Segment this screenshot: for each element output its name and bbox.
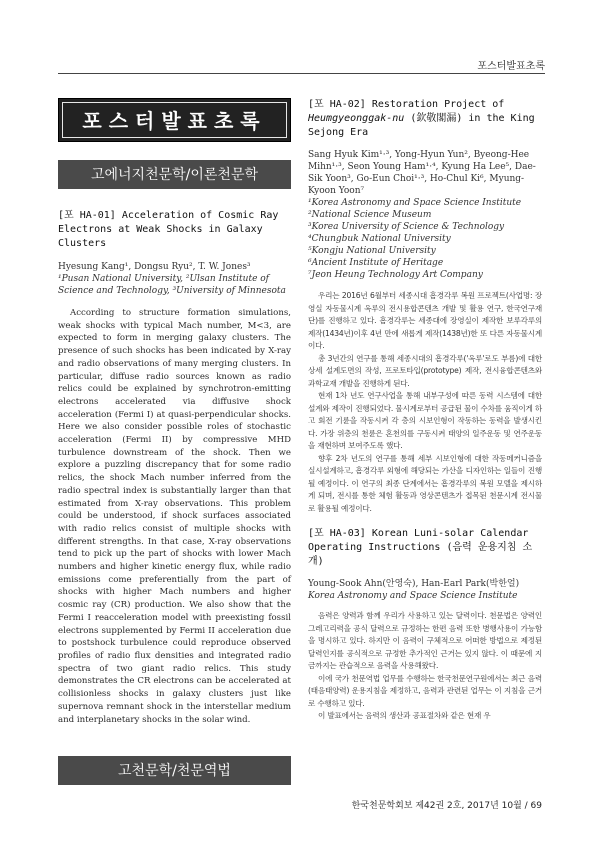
abstract-ha02-authors: Sang Hyuk Kim¹·³, Yong-Hyun Yun², Byeong-Hee Mihn¹·³, Seon Young Ham¹·⁴, Kyung Ha Lee⁵, Dae-Sik Yoon³, Go-Eun Choi¹·³, Ho-Chul Ki⁶, Myung-Kyoon Yoon⁷ [308,150,536,196]
paragraph: 향후 2차 년도의 연구를 통해 세부 시보인형에 대한 작동메커니즘을 실시설계하고, 흠경각루 외형에 해당되는 가산을 디자인하는 일들이 진행될 예정이다. 이 연구의 최종 단계에서는 흠경각루의 복원 모델을 제시하게 되며, 전시를 통한 체험 활동과 영상콘텐츠가 접목된 천문시계 전시물로 활용될 예정이다. [308,453,542,513]
affiliation-line: ²National Science Museum [308,210,432,220]
paragraph: 우리는 2016년 6월부터 세종시대 흠경각루 복원 프로젝트(사업명: 장영실 자동물시계 옥루의 전시용합콘텐츠 개발 및 활용 연구, 한국연구재단)를 진행하고 있다. 흠경각루는 세종대에 장영실이 제작한 보루각루의 제작(1434년)이후 4년 만에 새롭게 제작(1438년)한 또 다른 자동물시계이다. [308,291,542,350]
right-column [308,98,542,723]
abstract-ha02-title [308,98,542,140]
banner-title: 포스터발표초록 [62,102,287,138]
abstract-ha01-affiliations: ¹Pusan National University, ²Ulsan Institute of Science and Technology, ³University of Minnesota [58,274,286,296]
left-column [58,98,291,779]
paragraph: 현재 1차 년도 연구사업을 통해 내부구성에 따른 동력 시스템에 대한 설계와 제작이 진행되었다. 물시계로부터 공급된 물이 수차를 움직이게 하고 회전 기륜을 작동시켜 각 층의 시보인형이 작동하는 동력을 발생시킨다. 가장 위층의 천륜은 혼천의를 구동시켜 태양의 일주운동 및 연주운동을 재현하며 보여주도록 했다. [308,391,542,450]
affiliation-line: ⁶Ancient Institute of Heritage [308,258,444,268]
header-rule [58,73,545,74]
section-heading-high-energy: 고에너지천문학/이론천문학 [58,160,291,189]
paragraph: 총 3년간의 연구를 통해 세종시대의 흠경각루('옥루'로도 부름)에 대한 상세 설계도면의 작성, 프로토타입(prototype) 제작, 전시융합콘텐츠와 과학교재 개발을 진행하게 된다. [308,353,542,388]
abstract-ha03-authors: Young-Sook Ahn(안영숙), Han-Earl Park(박한얼) [308,579,520,589]
paragraph: 이에 국가 천문역법 업무를 수행하는 한국천문연구원에서는 최근 음력(태음태양력) 운용지침을 제정하고, 음력과 관련된 업무는 이 지침을 근거로 수행하고 있다. [308,673,542,708]
abstract-ha01-body: According to structure formation simulations, weak shocks with typical Mach number, M<3, are expected to form in merging galaxy clusters. The presence of such shocks has been indicated by X-ray and radio observations of many merging clusters. In particular, diffuse radio sources known as radio relics could be explained by synchrotron-emitting electrons accelerated via diffusive shock acceleration (Fermi I) at quasi-perpendicular shocks. Here we also consider possible roles of stochastic acceleration (Fermi II) by compressive MHD turbulence downstream of the shock. Then we explore a puzzling discrepancy that for some radio relics, the shock Mach number inferred from the radio spectral index is substantially larger than that estimated from X-ray observations. This problem could be understood, if shock surfaces associated with radio relics consist of multiple shocks with different strengths. In that case, X-ray observations tend to pick up the part of shocks with lower Mach numbers and higher kinetic energy flux, while radio emissions come preferentially from the part of shocks with higher Mach numbers and higher cosmic ray (CR) production. We also show that the Fermi I reacceleration model with preexisting fossil electrons supplemented by Fermi II acceleration due to postshock turbulence could reproduce observed profiles of radio flux densities and integrated radio spectra of two giant radio relics. This study demonstrates the CR electrons can be accelerated at collisionless shocks in galaxy clusters just like supernova remnant shock in the interstellar medium and interplanetary shocks in the solar wind. [58,308,291,725]
affiliation-line: ⁵Kongju National University [308,246,436,256]
affiliation-line: ⁴Chungbuk National University [308,234,451,244]
ha02-title-prefix: [포 HA-02] Restoration Project of [308,99,505,110]
abstract-ha03-body [308,610,542,723]
abstract-ha03-title: [포 HA-03] Korean Luni-solar Calendar Operating Instructions (음력 운용지침 소개) [308,528,533,567]
affiliation-line: ⁷Jeon Heung Technology Art Company [308,270,483,280]
ha02-title-suffix: (欽敬閣漏) in the King Sejong Era [308,113,535,138]
paragraph: 이 발표에서는 음력의 생산과 공표절차와 같은 현재 우 [318,711,491,720]
section-heading-history: 고천문학/천문역법 [58,756,291,785]
affiliation-line: ¹Korea Astronomy and Space Science Institute [308,198,522,208]
abstract-ha01-title: [포 HA-01] Acceleration of Cosmic Ray Electrons at Weak Shocks in Galaxy Clusters [58,210,279,249]
running-header: 포스터발표초록 [477,61,545,72]
abstract-ha03-affiliation: Korea Astronomy and Space Science Institute [308,591,518,601]
affiliation-line: ³Korea University of Science & Technology [308,222,505,232]
ha02-title-italic: Heumgyeonggak-nu [308,113,405,124]
banner-frame [58,98,291,142]
abstract-ha02-affiliations [308,197,542,281]
abstract-ha01-authors: Hyesung Kang¹, Dongsu Ryu², T. W. Jones³ [58,262,251,272]
paragraph: 음력은 양력과 함께 우리가 사용하고 있는 달력이다. 천문법은 양력인 그레고리력을 공식 달력으로 규정하는 한편 음력 또한 병행사용이 가능함을 명시하고 있다. 하지만 이 음력이 구체적으로 어떠한 방법으로 제정된 달력인지를 공식적으로 규정한 추가적인 근거는 있지 않다. 이 때문에 지금까지는 관습적으로 음력을 사용해왔다. [308,611,542,670]
abstract-ha02-body [308,290,542,515]
page-footer-citation: 한국천문학회보 제42권 2호, 2017년 10월 / 69 [351,801,542,811]
